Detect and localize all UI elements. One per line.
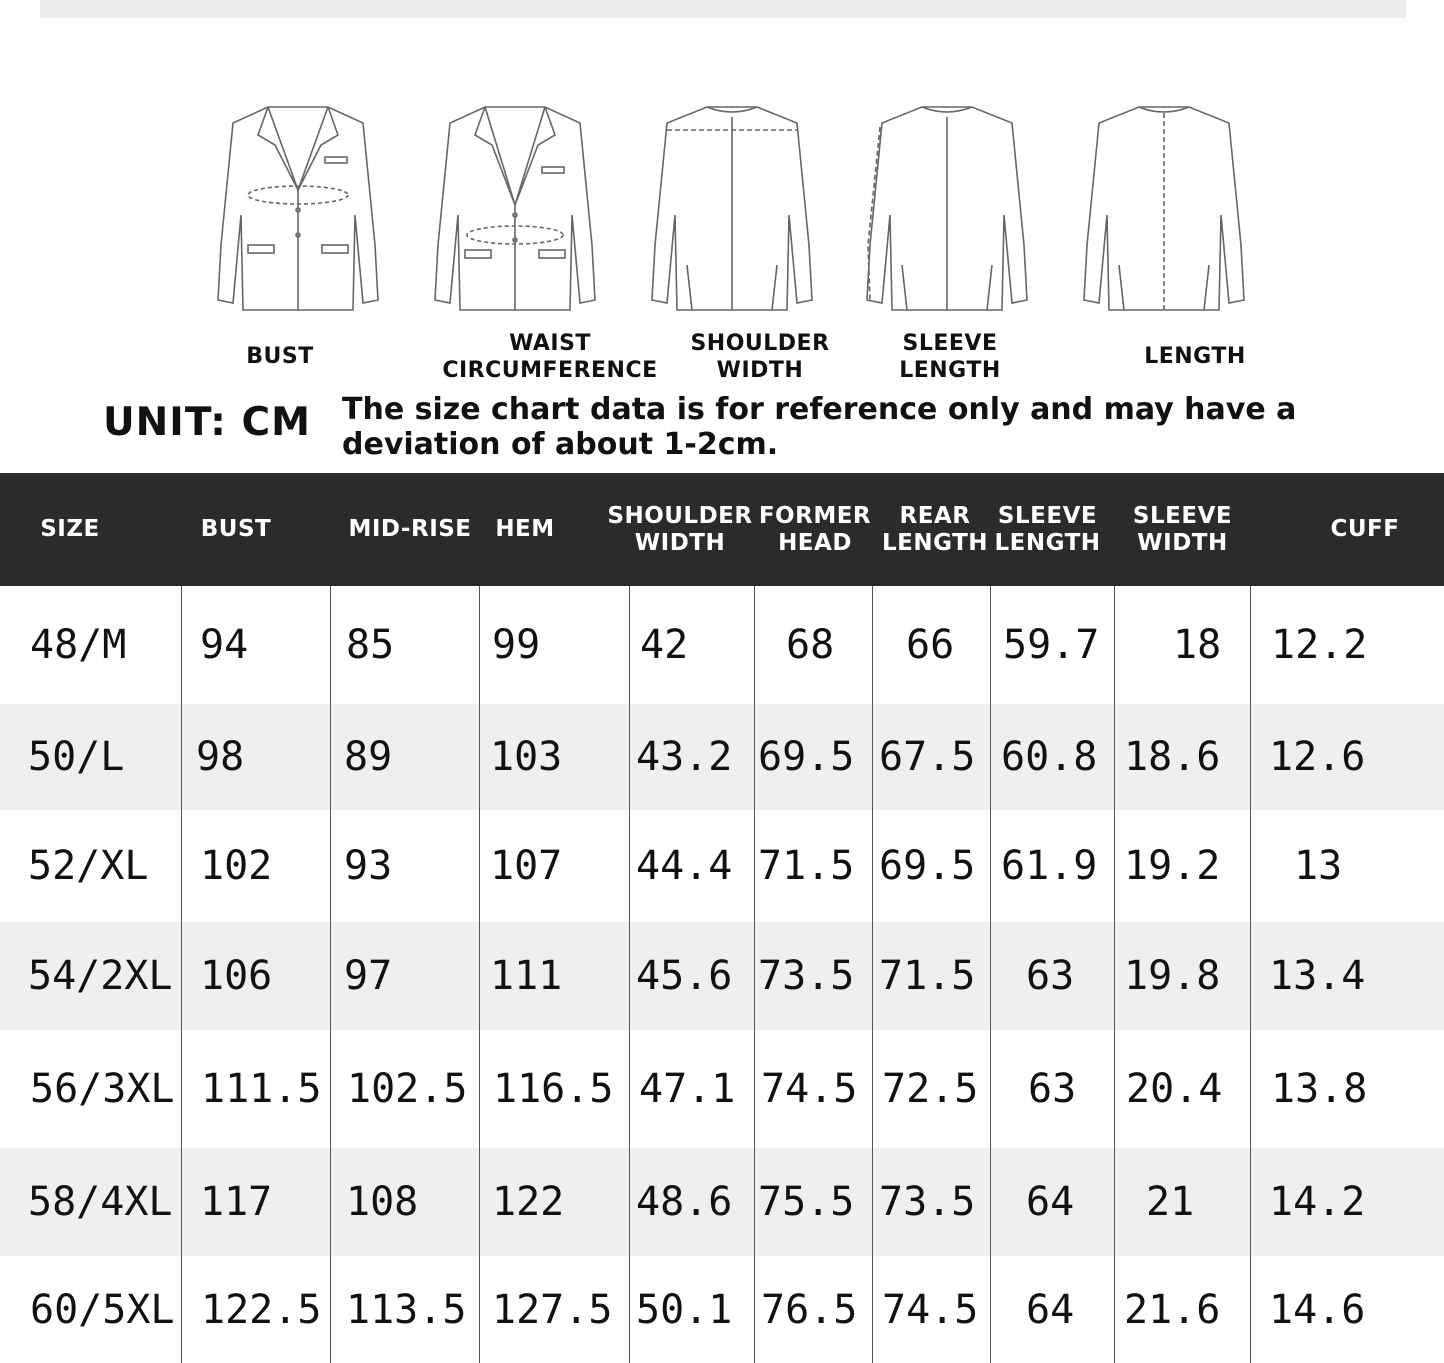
header-rear-length: REAR LENGTH (881, 502, 989, 556)
cell-size: 48/M (30, 622, 127, 668)
cell-mid-rise: 113.5 (346, 1286, 467, 1333)
cell-size: 60/5XL (30, 1286, 175, 1333)
cell-former-head: 75.5 (758, 1179, 855, 1225)
cell-sleeve-width: 21.6 (1124, 1286, 1221, 1333)
cell-size: 50/L (28, 734, 125, 780)
cell-cuff: 14.6 (1269, 1286, 1366, 1333)
blazer-sleeve-icon (862, 95, 1032, 325)
header-cuff: CUFF (1330, 516, 1400, 542)
cell-former-head: 73.5 (758, 953, 855, 999)
column-divider (181, 586, 182, 1363)
figure-label-bust: BUST (246, 344, 314, 369)
column-divider (1250, 586, 1251, 1363)
header-hem: HEM (495, 516, 555, 542)
figure-label-waist: WAIST CIRCUMFERENCE (442, 331, 658, 383)
cell-bust: 122.5 (201, 1286, 322, 1333)
cell-sleeve-length: 64 (1026, 1286, 1075, 1333)
cell-hem: 103 (490, 734, 563, 780)
column-divider (1114, 586, 1115, 1363)
column-divider (754, 586, 755, 1363)
unit-label: UNIT: CM (103, 400, 311, 445)
blazer-waist-icon (430, 95, 600, 325)
cell-shoulder-width: 50.1 (636, 1286, 733, 1333)
column-divider (990, 586, 991, 1363)
cell-cuff: 13.8 (1271, 1066, 1368, 1112)
cell-shoulder-width: 48.6 (636, 1179, 733, 1225)
cell-bust: 106 (200, 953, 273, 999)
column-divider (872, 586, 873, 1363)
cell-hem: 111 (490, 953, 563, 999)
column-divider (330, 586, 331, 1363)
header-sleeve-length: SLEEVE LENGTH (994, 502, 1101, 556)
table-row (0, 1256, 1444, 1363)
cell-mid-rise: 93 (344, 843, 393, 889)
cell-sleeve-width: 19.8 (1124, 953, 1221, 999)
cell-sleeve-length: 63 (1026, 953, 1075, 999)
cell-shoulder-width: 44.4 (636, 843, 733, 889)
cell-sleeve-width: 18.6 (1124, 734, 1221, 780)
header-mid-rise: MID-RISE (348, 516, 472, 542)
cell-hem: 127.5 (492, 1286, 613, 1333)
cell-shoulder-width: 45.6 (636, 953, 733, 999)
cell-hem: 99 (492, 622, 541, 668)
top-divider-bar (40, 0, 1406, 18)
header-sleeve-width: SLEEVE WIDTH (1132, 502, 1233, 556)
cell-rear-length: 67.5 (879, 734, 976, 780)
cell-mid-rise: 89 (344, 734, 393, 780)
figure-label-sleeve: SLEEVE LENGTH (899, 331, 1001, 383)
cell-rear-length: 74.5 (882, 1286, 979, 1333)
header-bust: BUST (200, 516, 272, 542)
blazer-bust-icon (213, 95, 383, 325)
cell-sleeve-width: 19.2 (1124, 843, 1221, 889)
table-row (0, 1148, 1444, 1256)
cell-size: 56/3XL (30, 1066, 175, 1112)
cell-cuff: 12.6 (1269, 734, 1366, 780)
cell-former-head: 71.5 (758, 843, 855, 889)
cell-cuff: 13 (1294, 843, 1343, 889)
cell-former-head: 76.5 (761, 1286, 858, 1333)
size-table-header (0, 473, 1444, 586)
cell-sleeve-length: 64 (1026, 1179, 1075, 1225)
cell-bust: 94 (200, 622, 249, 668)
cell-sleeve-length: 61.9 (1001, 843, 1098, 889)
figure-label-shoulder: SHOULDER WIDTH (690, 331, 830, 383)
cell-mid-rise: 108 (346, 1179, 419, 1225)
cell-mid-rise: 85 (346, 622, 395, 668)
blazer-shoulder-icon (647, 95, 817, 325)
header-size: SIZE (40, 516, 100, 542)
cell-former-head: 68 (786, 622, 835, 668)
measurement-figures (0, 95, 1444, 325)
cell-hem: 116.5 (493, 1066, 614, 1112)
column-divider (479, 586, 480, 1363)
table-row (0, 810, 1444, 922)
cell-mid-rise: 97 (344, 953, 393, 999)
cell-hem: 107 (490, 843, 563, 889)
cell-cuff: 14.2 (1269, 1179, 1366, 1225)
cell-size: 58/4XL (28, 1179, 173, 1225)
cell-bust: 117 (200, 1179, 273, 1225)
cell-rear-length: 72.5 (882, 1066, 979, 1112)
cell-former-head: 69.5 (758, 734, 855, 780)
cell-cuff: 13.4 (1269, 953, 1366, 999)
cell-former-head: 74.5 (761, 1066, 858, 1112)
cell-rear-length: 66 (906, 622, 955, 668)
cell-sleeve-length: 63 (1028, 1066, 1077, 1112)
cell-sleeve-width: 21 (1146, 1179, 1195, 1225)
table-row (0, 704, 1444, 810)
cell-bust: 102 (200, 843, 273, 889)
cell-sleeve-width: 20.4 (1126, 1066, 1223, 1112)
header-former-head: FORMER HEAD (758, 502, 872, 556)
blazer-length-icon (1079, 95, 1249, 325)
disclaimer-note: The size chart data is for reference only and may have a deviation of about 1-2cm. (342, 392, 1297, 462)
cell-hem: 122 (492, 1179, 565, 1225)
cell-rear-length: 71.5 (879, 953, 976, 999)
cell-shoulder-width: 42 (640, 622, 689, 668)
cell-rear-length: 69.5 (879, 843, 976, 889)
cell-mid-rise: 102.5 (347, 1066, 468, 1112)
cell-shoulder-width: 47.1 (639, 1066, 736, 1112)
cell-rear-length: 73.5 (879, 1179, 976, 1225)
cell-bust: 98 (196, 734, 245, 780)
table-row (0, 922, 1444, 1030)
header-shoulder-width: SHOULDER WIDTH (607, 502, 753, 556)
cell-size: 54/2XL (28, 953, 173, 999)
column-divider (629, 586, 630, 1363)
cell-shoulder-width: 43.2 (636, 734, 733, 780)
figure-label-length: LENGTH (1144, 344, 1246, 369)
cell-bust: 111.5 (201, 1066, 322, 1112)
table-row (0, 586, 1444, 704)
cell-cuff: 12.2 (1271, 622, 1368, 668)
table-row (0, 1030, 1444, 1148)
cell-sleeve-length: 59.7 (1003, 622, 1100, 668)
cell-sleeve-width: 18 (1173, 622, 1222, 668)
cell-size: 52/XL (28, 843, 149, 889)
cell-sleeve-length: 60.8 (1001, 734, 1098, 780)
